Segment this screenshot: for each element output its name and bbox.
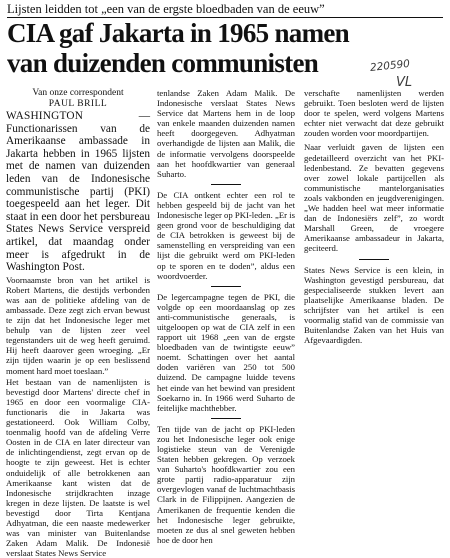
body-paragraph: De CIA ontkent echter een rol te hebben gespeeld bij de jacht van het Indonesische leger op PKI-leden. „Er is geen grond voor de beschuldiging dat de CIA betrokken is geweest bij de samenstelling en verspreiding van een lijst die gebruikt werd om PKI-leden op te sporen en te doden”, aldus een woordvoerder. [157,189,295,281]
body-paragraph: Naar verluidt gaven de lijsten een gedetailleerd overzicht van het PKI-ledenbestand. Ze bevatten gegevens over zowel lokale partijcellen als communistische mantelorganisaties zoals vakbonden en jeugdverenigingen. „We hadden heel wat meer informatie dan de Indonesiërs zelf”, zo wordt Marshall Green, de vroegere Amerikaanse ambassadeur in Jakarta, geciteerd. [304,142,444,254]
section-divider [359,259,389,260]
body-paragraph: States News Service is een klein, in Washington gevestigd persbureau, dat gespecialiseerde stukken levert aan plaatselijke Amerikaanse bladen. De schrijfster van het artikel is een voormalig stafid van de commissie van Buitenlandse Zaken van het Huis van Afgevaardigden. [304,264,444,346]
article-column-2 [157,88,295,545]
handwritten-initials: VL [396,75,413,90]
lede-text: — Functionarissen van de Amerikaanse ambassade in Jakarta hebben in 1965 lijsten met de namen van duizenden leden van de Indonesische communistische partij (PKI) toegespeeld aan het leger. Dit staat in een door het persbureau States News Service verspreid artikel, dat maandag onder meer is afgedrukt in de Washington Post. [6,110,150,274]
body-paragraph: Het bestaan van de namenlijsten is bevestigd door Martens' directe chef in 1965 en door een voormalige CIA-functionaris die in Jakarta was gestationeerd. Ook William Colby, toenmalig hoofd van de afdeling Verre Oosten in de CIA en later directeur van de inlichtingendienst, zegt ervan op de hoogte te zijn geweest. Het is echter onduidelijk of alle betrokkenen aan Amerikaanse kant wisten dat de Indonesische strijdkrachten inzage kregen in deze lijsten. De laatste is wel bevestigd door Tirta Kentjana Adhyatman, die een naaste medewerker was van minister van Buitenlandse Zaken Adam Malik. De Indonesië verslaat States News Service [6,376,150,558]
body-paragraph: tenlandse Zaken Adam Malik. De Indonesische verslaat States News Service dat Martens hem in de loop van enkele maanden duizenden namen heeft doorgegeven. Adhyatman overhandigde de lijsten aan Malik, die de informatie vervolgens doorspeelde aan het hoofdkwartier van generaal Suharto. [157,88,295,179]
byline-name: PAUL BRILL [48,99,108,109]
headline [7,18,407,78]
section-divider [211,184,241,185]
body-paragraph: De legercampagne tegen de PKI, die volgde op een moordaanslag op zes anti-communistische generaals, is uitgeloopen op wat de CIA zelf in een rapport uit 1968 „een van de ergste bloedbaden van de twintigste eeuw” noemt. Schattingen over het aantal doden variëren van 250 tot 500 duizend. De campagne luidde tevens het einde van het bewind van president Soekarno in. In 1966 werd Suharto de feitelijke machthebber. [157,291,295,413]
body-paragraph: Ten tijde van de jacht op PKI-leden zou het Indonesische leger ook enige logistieke steun van de Verenigde Staten hebben gekregen. Op verzoek van Suharto's hoofdkwartier zou een grote partij radio-apparatuur zijn overgevlogen vanaf de luchtmachtbasis Clark in de Filippijnen. Aangezien de Amerikanen de frequentie kenden die het Indonesische leger gebruikte, moeten ze dus al snel geweten hebben hoe de door hen [157,423,295,545]
byline-title: Van onze correspondent [32,88,124,98]
kicker: Lijsten leidden tot „een van de ergste bloedbaden van de eeuw” [7,2,325,16]
article-column-1 [6,88,150,558]
body-paragraph: verschafte namenlijsten werden gebruikt. Toen besloten werd de lijsten door te spelen, werd volgens Martens echter niet verwacht dat deze gebruikt zouden worden voor moordpartijen. [304,88,444,139]
section-divider [211,418,241,419]
headline-line-1: CIA gaf Jakarta in 1965 namen [7,18,349,48]
body-paragraph: Voornaamste bron van het artikel is Robert Martens, die destijds verbonden was aan de politieke afdeling van de ambassade. Deze zegt zich ervan bewust te zijn dat het Indonesische leger met behulp van de lijsten zeer veel tegenstanders uit de weg heeft geruimd. Hij heeft daarover geen wroeging. „Er zijn tijden waarin je op een beslissend moment hard moet toeslaan.” [6,274,150,376]
handwritten-date: 220590 [369,57,411,74]
headline-line-2: van duizenden communisten [7,48,319,78]
section-divider [211,286,241,287]
lede-paragraph [6,110,150,274]
dateline: WASHINGTON [6,110,84,122]
article-column-3 [304,88,444,443]
